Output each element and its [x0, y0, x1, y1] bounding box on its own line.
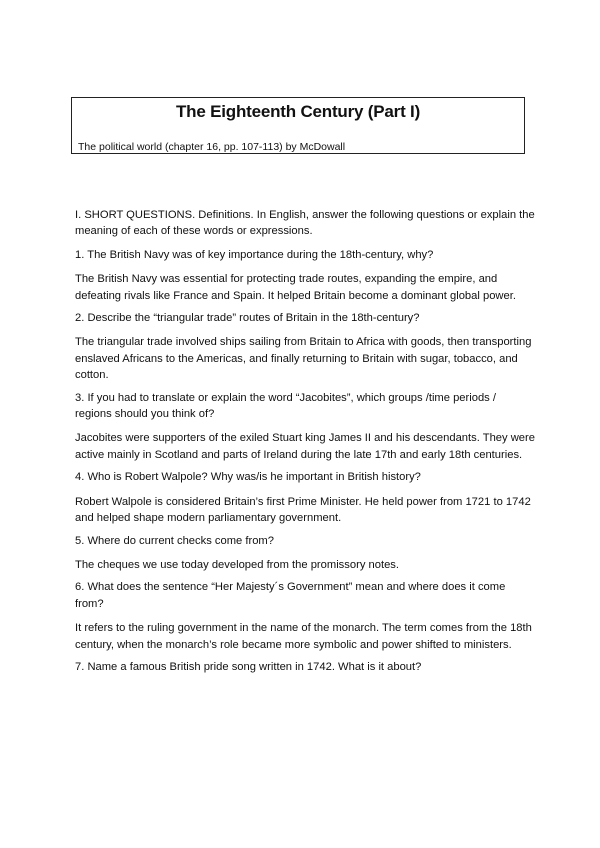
question-3: 3. If you had to translate or explain the word “Jacobites”, which groups /time periods / regions should you think of?: [75, 391, 496, 421]
question-4: 4. Who is Robert Walpole? Why was/is he important in British history?: [75, 471, 421, 484]
document-subtitle: The political world (chapter 16, pp. 107-113) by McDowall: [78, 141, 346, 153]
questions-section: [75, 207, 535, 683]
title-box: [71, 97, 525, 154]
question-2: 2. Describe the “triangular trade” routes of Britain in the 18th-century?: [75, 312, 420, 325]
answer-2: The triangular trade involved ships sailing from Britain to Africa with goods, then transporting enslaved Africans to the Americas, and finally returning to Britain with sugar, tobacco, and cotton.: [75, 336, 532, 382]
question-1: 1. The British Navy was of key importance during the 18th-century, why?: [75, 248, 434, 261]
answer-5: The cheques we use today developed from the promissory notes.: [75, 558, 399, 571]
answer-6: It refers to the ruling government in the name of the monarch. The term comes from the 18th century, when the monarch’s role became more symbolic and power shifted to ministers.: [75, 622, 532, 651]
answer-4: Robert Walpole is considered Britain’s first Prime Minister. He held power from 1721 to 1742 and helped shape modern parliamentary government.: [75, 495, 531, 525]
question-5: 5. Where do current checks come from?: [75, 534, 274, 547]
document-title: The Eighteenth Century (Part I): [175, 102, 421, 121]
question-6: 6. What does the sentence “Her Majesty´s Government” mean and where does it come from?: [75, 581, 506, 610]
answer-1: The British Navy was essential for protecting trade routes, expanding the empire, and defeating rivals like France and Spain. It helped Britain become a dominant global power.: [75, 273, 516, 302]
answer-3: Jacobites were supporters of the exiled Stuart king James II and his descendants. They were active mainly in Scotland and parts of Ireland during the late 17th and early 18th centuries.: [75, 432, 535, 461]
question-7: 7. Name a famous British pride song written in 1742. What is it about?: [75, 660, 422, 673]
section-instructions: I. SHORT QUESTIONS. Definitions. In English, answer the following questions or explain the meaning of each of these words or expressions.: [75, 209, 535, 238]
